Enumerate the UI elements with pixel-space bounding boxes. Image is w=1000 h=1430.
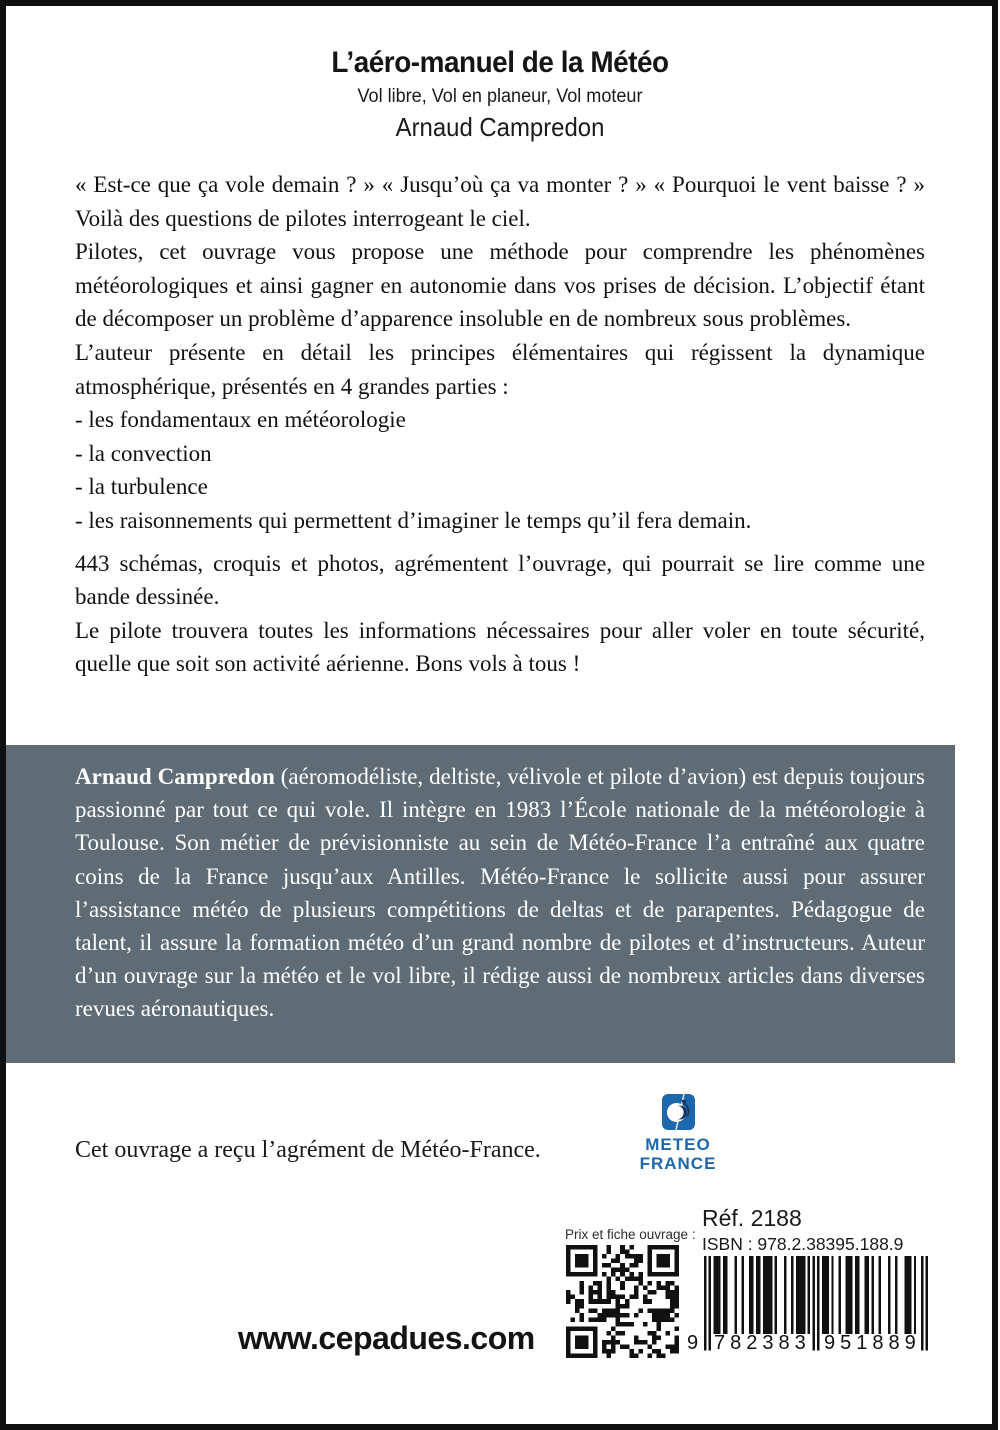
ean-barcode — [687, 1256, 928, 1356]
meteo-france-logo-line2: FRANCE — [639, 1154, 717, 1173]
book-author: Arnaud Campredon — [395, 112, 605, 142]
synopsis-paragraph: Le pilote trouvera toutes les informations nécessaires pour aller voler en toute sécurité, quelle que soit son activité aérienne. Bons vols à tous ! — [75, 617, 925, 677]
synopsis-paragraph: 443 schémas, croquis et photos, agrémentent l’ouvrage, qui pourrait se lire comme une bande dessinée. — [75, 550, 925, 610]
synopsis-list-item: - les raisonnements qui permettent d’imaginer le temps qu’il fera demain. — [75, 507, 752, 533]
reference-number: Réf. 2188 — [702, 1205, 802, 1231]
meteo-france-endorsement: Cet ouvrage a reçu l’agrément de Météo-France. — [75, 1137, 541, 1163]
barcode-digits-right: 951889 — [824, 1332, 921, 1354]
author-bio-name: Arnaud Campredon — [75, 764, 275, 789]
author-bio-text — [6, 745, 955, 1026]
qr-code — [566, 1245, 679, 1358]
synopsis-list-item: - la convection — [75, 440, 212, 466]
synopsis-paragraph: « Est-ce que ça vole demain ? » « Jusqu’où ça va monter ? » « Pourquoi le vent baisse ? » Voilà des questions de pilotes interrogeant le ciel. — [75, 172, 925, 231]
synopsis-list-item: - la turbulence — [75, 474, 208, 500]
barcode-digit-first: 9 — [687, 1332, 699, 1354]
publisher-website: www.cepadues.com — [238, 1320, 535, 1356]
book-title: L’aéro-manuel de la Météo — [331, 46, 669, 79]
synopsis-paragraph: Pilotes, cet ouvrage vous propose une méthode pour comprendre les phénomènes météorologiques et ainsi gagner en autonomie dans vos prises de décision. L’objectif étant de décomposer un problème d’apparence insoluble en de nombreux sous problèmes. — [75, 239, 925, 332]
book-subtitle: Vol libre, Vol en planeur, Vol moteur — [357, 86, 643, 107]
author-bio-band — [6, 745, 955, 1063]
barcode-digits-left: 782383 — [714, 1332, 811, 1354]
isbn-number: ISBN : 978.2.38395.188.9 — [702, 1234, 904, 1254]
meteo-france-logo-line1: METEO — [645, 1135, 711, 1154]
meteo-france-logo-icon — [662, 1094, 695, 1130]
meteo-france-logo — [630, 1094, 726, 1173]
synopsis-block — [75, 168, 925, 681]
synopsis-paragraph: L’auteur présente en détail les principes élémentaires qui régissent la dynamique atmosphérique, présentés en 4 grandes parties : — [75, 339, 925, 399]
price-sheet-label: Prix et fiche ouvrage : — [565, 1227, 696, 1242]
synopsis-list-item: - les fondamentaux en météorologie — [75, 407, 406, 433]
author-bio-body: (aéromodéliste, deltiste, vélivole et pilote d’avion) est depuis toujours passionné par tout ce qui vole. Il intègre en 1983 l’École nationale de la météorologie à Toulouse. Son métier de prévisionniste au sein de Météo-France l’a entraîné aux quatre coins de la France jusqu’aux Antilles. Météo-France le sollicite aussi pour assurer l’assistance météo de plusieurs compétitions de deltas et de parapentes. Pédagogue de talent, il assure la formation météo d’un grand nombre de pilotes et d’instructeurs. Auteur d’un ouvrage sur la météo et le vol libre, il rédige aussi de nombreux articles dans diverses revues aéronautiques. — [75, 764, 926, 1022]
